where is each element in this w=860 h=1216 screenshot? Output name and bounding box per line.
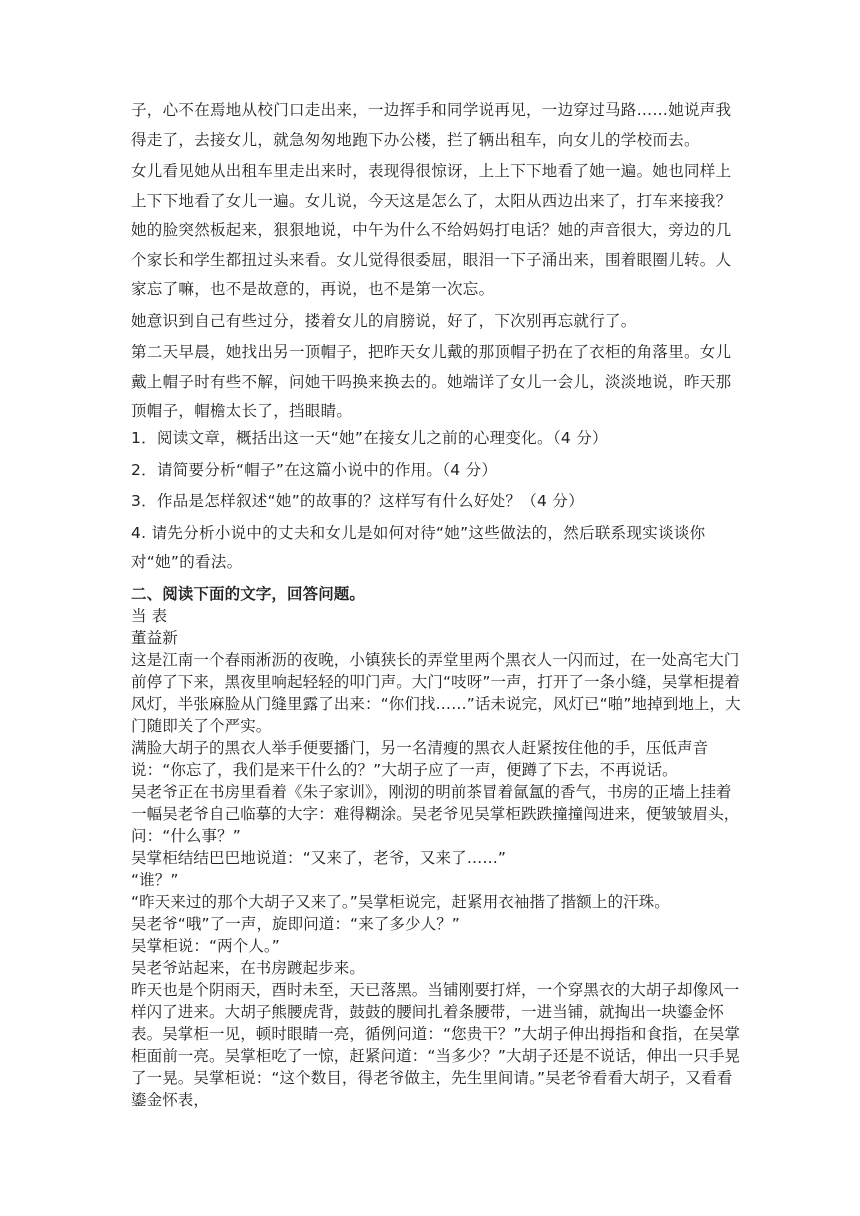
story-paragraph: “昨天来过的那个大胡子又来了。”吴掌柜说完，赶紧用衣袖揩了揩额上的汗珠。 [131, 893, 670, 911]
story-paragraph: 吴老爷正在书房里看着《朱子家训》，刚沏的明前茶冒着氤氲的香气，书房的正墙上挂着一幅吴老爷自己临摹的大字：难得糊涂。吴老爷见吴掌柜跌跌撞撞闯进来，便皱皱眉头，问：“什么事？” [131, 783, 740, 845]
story-paragraph: 子，心不在焉地从校门口走出来，一边挥手和同学说再见，一边穿过马路……她说声我得走了，去接女儿，就急匆匆地跑下办公楼，拦了辆出租车，向女儿的学校而去。 [131, 101, 732, 149]
story-paragraph: 吴老爷站起来，在书房踱起步来。 [131, 959, 366, 977]
story-paragraph: 昨天也是个阴雨天，酉时未至，天已落黑。当铺刚要打烊，一个穿黑衣的大胡子却像风一样闪了进来。大胡子熊腰虎背，鼓鼓的腰间扎着条腰带，一进当铺，就掏出一块鎏金怀表。吴掌柜一见，顿时眼睛一亮，循例问道：“您贵干？”大胡子伸出拇指和食指，在吴掌柜面前一亮。吴掌柜吃了一惊，赶紧问道：“当多少？”大胡子还是不说话，伸出一只手晃了一晃。吴掌柜说：“这个数目，得老爷做主，先生里间请。”吴老爷看看大胡子，又看看鎏金怀表， [131, 981, 741, 1109]
question-item: 3．作品是怎样叙述“她”的故事的？这样写有什么好处？（4 分） [131, 492, 585, 510]
story-paragraph: 这是江南一个春雨淅沥的夜晚，小镇狭长的弄堂里两个黑衣人一闪而过，在一处高宅大门前停了下来，黑夜里响起轻轻的叩门声。大门“吱呀”一声，打开了一条小缝，吴掌柜提着风灯，半张麻脸从门缝里露了出来：“你们找……”话未说完，风灯已“啪”地掉到地上，大门随即关了个严实。 [131, 651, 741, 735]
story-title: 当 表 [131, 607, 168, 625]
section-two [131, 583, 741, 1111]
question-list [131, 424, 741, 578]
story-paragraph: 吴掌柜结结巴巴地说道：“又来了，老爷，又来了……” [131, 849, 507, 867]
section-heading: 二、阅读下面的文字，回答问题。 [131, 585, 366, 603]
story-paragraph: 她意识到自己有些过分，搂着女儿的肩膀说，好了，下次别再忘就行了。 [131, 311, 637, 330]
story-paragraph: 第二天早晨，她找出另一顶帽子，把昨天女儿戴的那顶帽子扔在了衣柜的角落里。女儿戴上帽子时有些不解，问她干吗换来换去的。她端详了女儿一会儿，淡淡地说，昨天那顶帽子，帽檐太长了，挡眼睛。 [131, 343, 732, 420]
question-item: 2．请简要分析“帽子”在这篇小说中的作用。（4 分） [131, 460, 498, 479]
story-paragraph: 满脸大胡子的黑衣人举手便要播门，另一名清瘦的黑衣人赶紧按住他的手，压低声音说：“你忘了，我们是来干什么的？”大胡子应了一声，便蹲了下去，不再说话。 [131, 739, 709, 779]
story-paragraph: 吴老爷“哦”了一声，旋即问道：“来了多少人？” [131, 915, 460, 933]
story-paragraph: 吴掌柜说：“两个人。” [131, 937, 280, 955]
story-author: 董益新 [131, 629, 178, 647]
question-item: 4. 请先分析小说中的丈夫和女儿是如何对待“她”这些做法的，然后联系现实谈谈你对“她”的看法。 [131, 523, 706, 571]
story-paragraph: “谁？” [131, 871, 179, 889]
story-continuation [131, 96, 741, 427]
question-item: 1．阅读文章，概括出这一天“她”在接女儿之前的心理变化。（4 分） [131, 429, 608, 447]
story-paragraph: 女儿看见她从出租车里走出来时，表现得很惊讶，上上下下地看了她一遍。她也同样上上下下地看了女儿一遍。女儿说，今天这是怎么了，太阳从西边出来了，打车来接我？她的脸突然板起来，狠狠地说，中午为什么不给妈妈打电话？她的声音很大，旁边的几个家长和学生都扭过头来看。女儿觉得很委屈，眼泪一下子涌出来，围着眼圈儿转。人家忘了嘛，也不是故意的，再说，也不是第一次忘。 [131, 162, 732, 298]
